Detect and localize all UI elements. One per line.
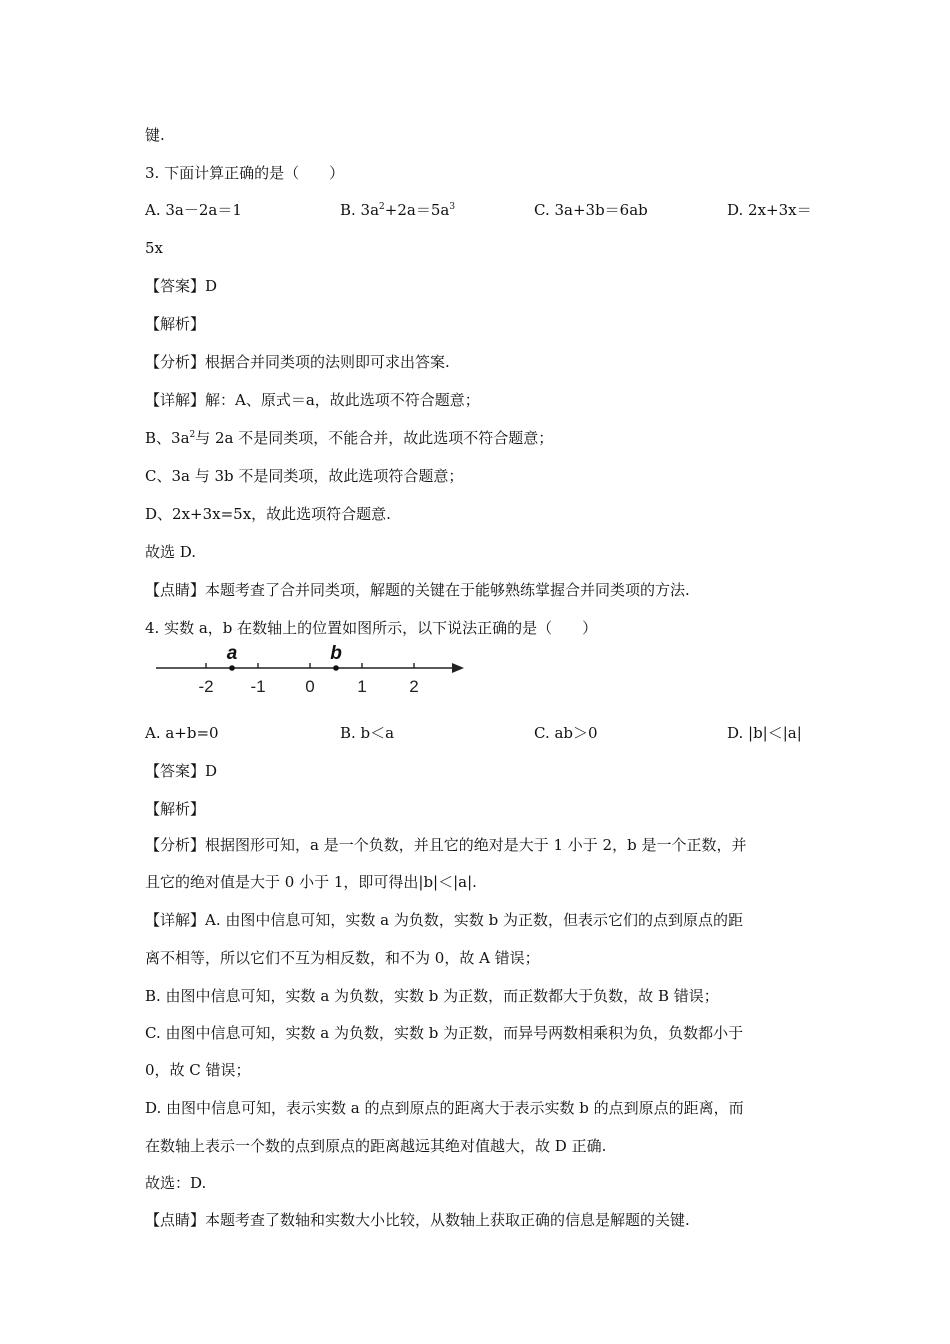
q3-detail-b-pre: B、3a bbox=[145, 429, 190, 447]
tick-label: -2 bbox=[198, 677, 214, 696]
q4-option-a: A. a+b=0 bbox=[145, 724, 219, 742]
exponent: 3 bbox=[449, 202, 456, 212]
q3-detail-b-rest: 与 2a 不是同类项，不能合并，故此选项不符合题意； bbox=[195, 429, 554, 447]
q3-option-d: D. 2x+3x＝ bbox=[727, 201, 812, 219]
q4-answer: 【答案】D bbox=[145, 762, 218, 780]
q3-option-b-mid: +2a＝5a bbox=[384, 201, 450, 219]
q4-comment: 【点睛】本题考查了数轴和实数大小比较，从数轴上获取正确的信息是解题的关键. bbox=[145, 1211, 690, 1229]
q4-analysis-2: 且它的绝对值是大于 0 小于 1，即可得出|b|＜|a|. bbox=[145, 873, 477, 891]
exponent: 2 bbox=[379, 202, 385, 212]
point-label-a: a bbox=[226, 643, 238, 664]
q4-option-c: C. ab＞0 bbox=[534, 724, 598, 742]
q3-detail: 【详解】解：A、原式＝a，故此选项不符合题意； bbox=[145, 391, 480, 409]
q4-detail-5: 0，故 C 错误； bbox=[145, 1061, 251, 1079]
q4-conclusion: 故选：D. bbox=[145, 1174, 207, 1192]
q3-conclusion: 故选 D. bbox=[145, 543, 197, 561]
question-3-stem: 3. 下面计算正确的是（ ） bbox=[145, 164, 345, 182]
q3-option-d-cont: 5x bbox=[145, 239, 164, 257]
q3-answer: 【答案】D bbox=[145, 277, 218, 295]
q4-analysis-1: 【分析】根据图形可知，a 是一个负数，并且它的绝对是大于 1 小于 2，b 是一个正数，并 bbox=[145, 836, 747, 854]
point-b bbox=[333, 665, 339, 671]
point-a bbox=[229, 665, 235, 671]
tick-label: 1 bbox=[357, 677, 367, 696]
tick-label: 2 bbox=[409, 677, 419, 696]
q4-detail-2: 离不相等，所以它们不互为相反数，和不为 0，故 A 错误； bbox=[145, 949, 540, 967]
point-label-b: b bbox=[330, 643, 342, 664]
q3-option-a: A. 3a－2a＝1 bbox=[145, 201, 242, 219]
q3-detail-b bbox=[145, 428, 553, 448]
q4-detail-3: B. 由图中信息可知，实数 a 为负数，实数 b 为正数，而正数都大于负数，故 B 错误； bbox=[145, 987, 719, 1005]
tick-label: -1 bbox=[250, 677, 266, 696]
q3-detail-c: C、3a 与 3b 不是同类项，故此选项符合题意； bbox=[145, 467, 464, 485]
q3-comment: 【点睛】本题考查了合并同类项，解题的关键在于能够熟练掌握合并同类项的方法. bbox=[145, 581, 690, 599]
q3-option-c: C. 3a+3b＝6ab bbox=[534, 201, 648, 219]
q3-jiexi-heading: 【解析】 bbox=[145, 315, 206, 333]
number-line-figure bbox=[150, 640, 470, 700]
q4-jiexi-heading: 【解析】 bbox=[145, 800, 206, 818]
continued-text: 键. bbox=[145, 126, 165, 144]
q3-option-b-pre: B. 3a bbox=[340, 201, 380, 219]
q3-option-b bbox=[340, 200, 455, 220]
tick-label: 0 bbox=[305, 677, 315, 696]
exponent: 2 bbox=[189, 430, 196, 440]
q4-option-d: D. |b|＜|a| bbox=[727, 724, 802, 742]
q3-detail-d: D、2x+3x=5x，故此选项符合题意. bbox=[145, 505, 391, 523]
q4-detail-1: 【详解】A. 由图中信息可知，实数 a 为负数，实数 b 为正数，但表示它们的点到原点的距 bbox=[145, 911, 743, 929]
q4-detail-6: D. 由图中信息可知，表示实数 a 的点到原点的距离大于表示实数 b 的点到原点的距离，而 bbox=[145, 1099, 744, 1117]
axis-arrow bbox=[452, 663, 464, 673]
q3-analysis: 【分析】根据合并同类项的法则即可求出答案. bbox=[145, 353, 450, 371]
q4-detail-4: C. 由图中信息可知，实数 a 为负数，实数 b 为正数，而异号两数相乘积为负，负数都小于 bbox=[145, 1024, 744, 1042]
q4-option-b: B. b＜a bbox=[340, 724, 395, 742]
q4-detail-7: 在数轴上表示一个数的点到原点的距离越远其绝对值越大，故 D 正确. bbox=[145, 1137, 607, 1155]
question-4-stem: 4. 实数 a，b 在数轴上的位置如图所示，以下说法正确的是（ ） bbox=[145, 619, 598, 637]
